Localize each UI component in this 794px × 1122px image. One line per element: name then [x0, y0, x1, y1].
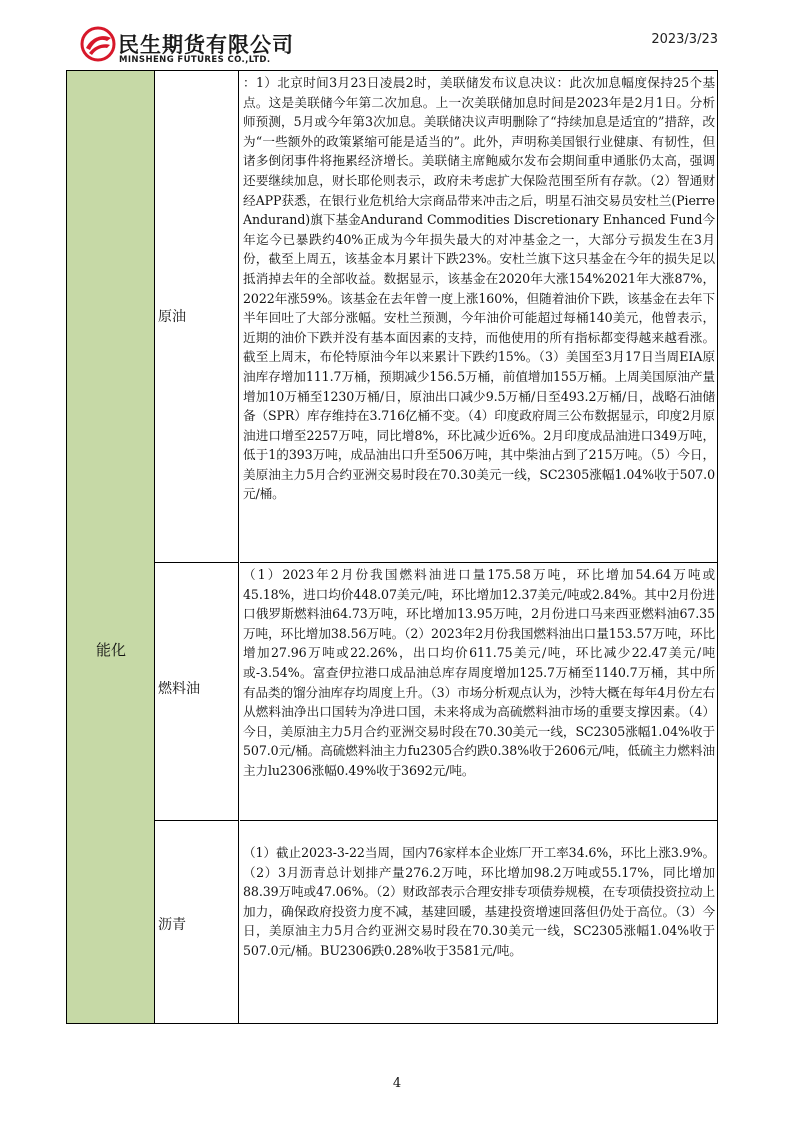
report-date: 2023/3/23 [651, 32, 718, 47]
page-header [0, 0, 794, 70]
product-label-asphalt: 沥青 [158, 917, 186, 933]
content-text-crude: ：1）北京时间3月23日凌晨2时，美联储发布议息决议：此次加息幅度保持25个基点。这是美联储今年第二次加息。上一次美联储加息时间是2023年是2月1日。分析师预测，5月或今年第3次加息。美联储决议声明删除了“持续加息是适宜的”措辞，改为“一些额外的政策紧缩可能是适当的”。此外，声明称美国银行业健康、有韧性，但诸多倒闭事件将拖累经济增长。美联储主席鲍威尔发布会期间重申通胀仍太高，强调还要继续加息，财长耶伦则表示，政府未考虑扩大保险范围至所有存款。（2）智通财经APP获悉，在银行业危机给大宗商品带来冲击之后，明星石油交易员安杜兰(Pierre Andurand)旗下基金Andurand Commodities Discretionary Enhanced Fund今年迄今已暴跌约40%正成为今年损失最大的对冲基金之一，大部分亏损发生在3月份，截至上周五，该基金本月累计下跌23%。安杜兰旗下这只基金在今年的损失足以抵消掉去年的全部收益。数据显示，该基金在2020年大涨154%2021年大涨87%，2022年涨59%。该基金在去年曾一度上涨160%，但随着油价下跌，该基金在去年下半年回吐了大部分涨幅。安杜兰预测，今年油价可能超过每桶140美元，他曾表示，近期的油价下跌并没有基本面因素的支持，而他使用的所有指标都变得越来越看涨。截至上周末，布伦特原油今年以来累计下跌约15%。（3）美国至3月17日当周EIA原油库存增加111.7万桶，预期减少156.5万桶，前值增加155万桶。上周美国原油产量增加10万桶至1230万桶/日，原油出口减少9.5万桶/日至493.2万桶/日，战略石油储备（SPR）库存维持在3.716亿桶不变。（4）印度政府周三公布数据显示，印度2月原油进口增至2257万吨，同比增8%，环比减少近6%。2月印度成品油进口349万吨，低于1的393万吨，成品油出口升至506万吨，其中柴油占到了215万吨。（5）今日，美原油主力5月合约亚洲交易时段在70.30美元一线，SC2305涨幅1.04%收于507.0元/桶。 [243, 75, 715, 502]
content-text-asphalt: （1）截止2023-3-22当周，国内76家样本企业炼厂开工率34.6%，环比上涨3.9%。（2）3月沥青总计划排产量276.2万吨，环比增加98.2万吨或55.17%，同比增加88.39万吨或47.06%。（2）财政部表示合理安排专项债券规模，在专项债投资拉动上加力，确保政府投资力度不减，基建回暖，基建投资增速回落但仍处于高位。（3）今日，美原油主力5月合约亚洲交易时段在70.30美元一线，SC2305涨幅1.04%收于507.0元/桶。BU2306跌0.28%收于3581元/吨。 [243, 845, 715, 958]
content-cell-crude [240, 71, 718, 563]
content-text-fuel-oil: （1）2023年2月份我国燃料油进口量175.58万吨，环比增加54.64万吨或45.18%，进口均价448.07美元/吨，环比增加12.37美元/吨或2.84%。其中2月份进口俄罗斯燃料油64.73万吨，环比增加13.95万吨，2月份进口马来西亚燃料油67.35万吨，环比增加38.56万吨。（2）2023年2月份我国燃料油出口量153.57万吨，环比增加27.96万吨或22.26%，出口均价611.75美元/吨，环比减少22.47美元/吨或-3.54%。富查伊拉港口成品油总库存周度增加125.7万桶至1140.7万桶，其中所有品类的馏分油库存均周度上升。（3）市场分析观点认为，沙特大概在每年4月份左右从燃料油净出口国转为净进口国，未来将成为高硫燃料油市场的重要支撑因素。（4）今日，美原油主力5月合约亚洲交易时段在70.30美元一线，SC2305涨幅1.04%收于507.0元/桶。高硫燃料油主力fu2305合约跌0.38%收于2606元/吨，低硫主力燃料油主力lu2306涨幅0.49%收于3692元/吨。 [243, 567, 715, 778]
commodity-table [66, 70, 718, 1024]
company-name-cn: 民生期货有限公司 [118, 33, 294, 57]
page-number: 4 [392, 1076, 402, 1091]
sector-label: 能化 [95, 641, 126, 659]
product-cell-fuel-oil [155, 563, 239, 821]
company-name-en: MINSHENG FUTURES CO.,LTD. [119, 55, 271, 65]
product-cell-asphalt [155, 821, 239, 1023]
content-cell-fuel-oil [240, 563, 718, 821]
company-logo-icon [80, 26, 116, 62]
product-cell-crude [155, 71, 239, 563]
product-label-fuel-oil: 燃料油 [158, 681, 200, 697]
content-cell-asphalt [240, 821, 718, 1023]
product-label-crude: 原油 [158, 309, 186, 325]
sector-cell [67, 71, 155, 1023]
